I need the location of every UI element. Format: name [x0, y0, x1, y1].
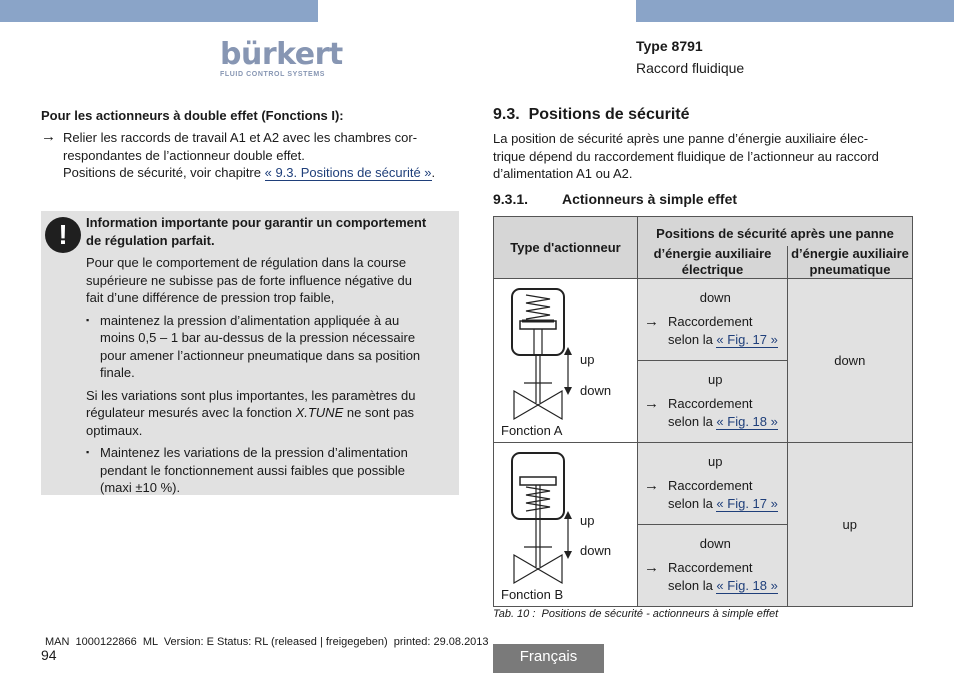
fig-link[interactable]: « Fig. 18 » — [716, 414, 778, 429]
arrow-icon: → — [644, 477, 659, 494]
connection-text: Raccordement — [668, 560, 753, 575]
table-caption: Tab. 10 : Positions de sécurité - actionneurs à simple effet — [493, 608, 779, 620]
info-line: Maintenez les variations de la pression d’alimentation — [100, 445, 408, 460]
ref-text-end: . — [431, 165, 436, 180]
arrow-icon: → — [644, 313, 659, 330]
bullet-marker: ▪ — [86, 447, 90, 457]
section-link[interactable]: « 9.3. Positions de sécurité » — [264, 165, 432, 180]
paragraph-line: d’alimentation A1 ou A2. — [493, 166, 633, 181]
info-line: pendant le fonctionnement aussi faibles que possible — [100, 462, 405, 478]
header-line: d’énergie auxiliaire — [653, 245, 772, 261]
direction-up-label: up — [580, 352, 595, 367]
paragraph-line: La position de sécurité après une panne d’énergie auxiliaire élec- — [493, 131, 869, 146]
fail-position: down — [699, 290, 731, 305]
info-paragraph — [86, 254, 454, 307]
arrow-icon: → — [644, 559, 659, 576]
header-line: d’énergie auxiliaire — [791, 245, 909, 261]
double-effect-heading: Pour les actionneurs à double effet (Fonctions I): — [41, 108, 344, 123]
info-line: fait d’une différence de pression trop faible, — [86, 290, 335, 305]
info-title: de régulation parfait. — [86, 232, 215, 248]
actuator-b-diagram — [498, 447, 638, 607]
info-text: ne sont pas — [343, 405, 415, 420]
connection-text: Raccordement — [668, 396, 753, 411]
connection-text: selon la — [668, 496, 717, 511]
section-name: Raccord fluidique — [636, 60, 745, 76]
electric-failure-cell — [638, 525, 788, 607]
function-b-label: Fonction B — [501, 587, 564, 602]
subsection-number: 9.3.1. — [493, 191, 529, 207]
instruction-arrow: → — [41, 128, 56, 145]
header-line: électrique — [681, 261, 744, 277]
info-line: supérieure ne subisse pas de forte influence négative du — [86, 272, 412, 288]
header-bar-left — [0, 0, 318, 22]
info-line: Pour que le comportement de régulation dans la course — [86, 255, 407, 270]
ref-text: Positions de sécurité, voir chapitre — [63, 165, 265, 180]
col-header-group — [638, 217, 913, 279]
logo-subtitle: FLUID CONTROL SYSTEMS — [220, 71, 326, 78]
info-line: pour amener l’actionneur pneumatique dans sa position — [100, 347, 421, 363]
info-text: régulateur mesurés avec la fonction — [86, 405, 296, 420]
info-title: Information importante pour garantir un comportement — [86, 215, 427, 230]
brand-logo — [220, 37, 343, 78]
pneumatic-failure-cell: up — [787, 443, 912, 607]
fail-position: up — [708, 372, 723, 387]
section-heading: 9.3. Positions de sécurité — [493, 106, 690, 123]
col-header-electric — [638, 246, 787, 278]
info-line: (maxi ±10 %). — [100, 480, 181, 495]
info-paragraph — [86, 387, 454, 440]
connection-text: selon la — [668, 332, 717, 347]
connection-text: Raccordement — [668, 314, 753, 329]
fig-link[interactable]: « Fig. 18 » — [716, 578, 778, 593]
actuator-cell-function-b — [494, 443, 638, 607]
group-title: Positions de sécurité après une panne — [656, 225, 894, 241]
instruction-line: respondantes de l’actionneur double effet. — [63, 147, 305, 163]
header-line: pneumatique — [809, 261, 891, 277]
pneumatic-failure-cell: down — [787, 279, 912, 443]
instruction-line: Relier les raccords de travail A1 et A2 avec les chambres cor- — [63, 130, 418, 145]
subsection-title: Actionneurs à simple effet — [562, 191, 738, 207]
warning-icon: ! — [45, 217, 81, 253]
logo-text: bürkert — [220, 37, 343, 72]
info-line: Si les variations sont plus importantes, les paramètres du — [86, 387, 416, 403]
function-a-label: Fonction A — [501, 423, 563, 438]
direction-down-label: down — [580, 543, 612, 558]
electric-failure-cell — [638, 279, 788, 361]
header-bar-right — [636, 0, 954, 22]
paragraph-line: trique dépend du raccordement fluidique de l’actionneur au raccord — [493, 148, 879, 164]
instruction-line-ref — [63, 164, 463, 182]
actuator-a-diagram — [498, 283, 638, 443]
connection-text: selon la — [668, 578, 717, 593]
fail-position: up — [708, 454, 723, 469]
col-header-actuator-type: Type d'actionneur — [494, 217, 638, 279]
section-paragraph — [493, 130, 923, 183]
col-header-pneumatic — [787, 246, 912, 278]
info-line — [86, 404, 454, 422]
info-line: moins 0,5 – 1 bar au-dessus de la pression nécessaire — [100, 330, 416, 345]
info-content — [86, 214, 454, 497]
important-info-box — [41, 211, 459, 495]
direction-up-label: up — [580, 513, 595, 528]
info-bullet — [86, 312, 454, 382]
info-line: finale. — [100, 365, 135, 380]
direction-down-label: down — [580, 383, 612, 398]
connection-text: Raccordement — [668, 478, 753, 493]
document-type: Type 8791 — [636, 38, 703, 54]
bullet-marker: ▪ — [86, 314, 90, 325]
language-tab[interactable]: Français — [493, 644, 604, 673]
function-name: X.TUNE — [295, 405, 344, 420]
info-bullet — [86, 444, 454, 497]
page-number: 94 — [41, 647, 57, 663]
instruction-text — [63, 129, 463, 182]
document-meta: MAN 1000122866 ML Version: E Status: RL (released | freigegeben) printed: 29.08.2013 — [45, 636, 489, 648]
safety-positions-table — [493, 216, 913, 607]
info-line: maintenez la pression d’alimentation appliquée à au — [100, 312, 400, 328]
electric-failure-cell — [638, 361, 788, 443]
connection-text: selon la — [668, 414, 717, 429]
arrow-icon: → — [644, 395, 659, 412]
info-line: optimaux. — [86, 422, 143, 438]
fail-position: down — [699, 536, 731, 551]
electric-failure-cell — [638, 443, 788, 525]
actuator-cell-function-a — [494, 279, 638, 443]
fig-link[interactable]: « Fig. 17 » — [716, 496, 778, 511]
fig-link[interactable]: « Fig. 17 » — [716, 332, 778, 347]
